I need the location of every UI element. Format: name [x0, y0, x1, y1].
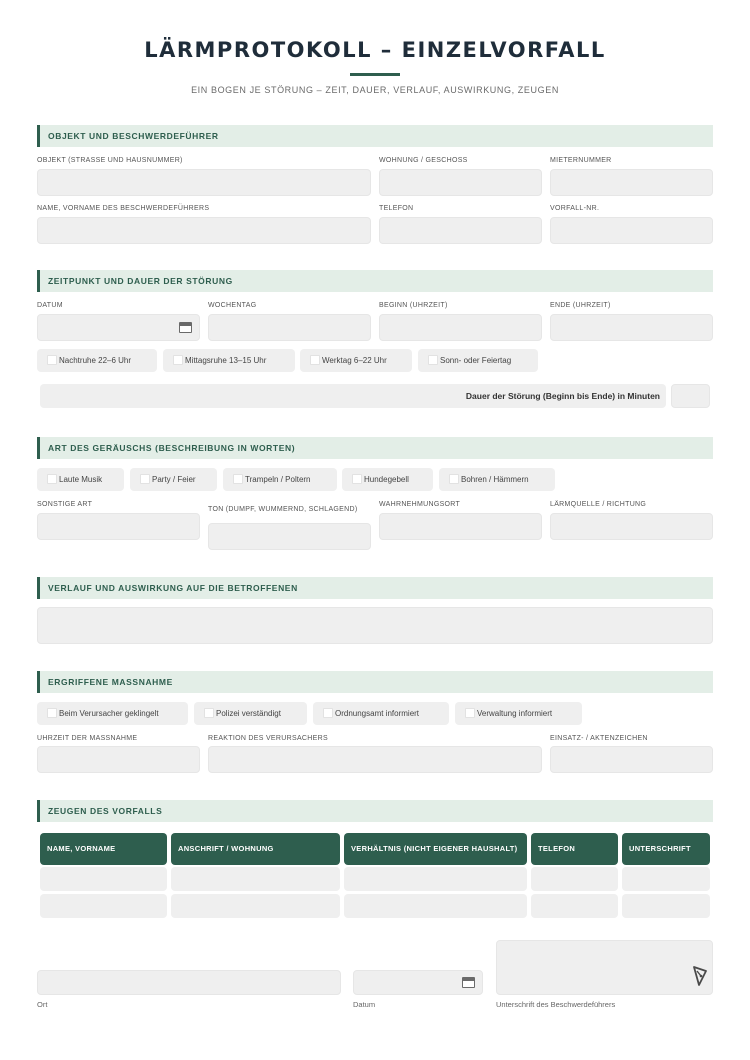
verlauf-field[interactable]	[37, 607, 713, 644]
reaktion-field[interactable]	[208, 746, 542, 773]
table-header-unterschrift: UNTERSCHRIFT	[622, 833, 710, 865]
vorfall-field[interactable]	[550, 217, 713, 244]
objekt-label: OBJEKT (STRASSE UND HAUSNUMMER)	[37, 157, 183, 164]
datum-footer-field[interactable]	[353, 970, 483, 995]
section-zeugen-header: ZEUGEN DES VORFALLS	[37, 800, 713, 822]
section-objekt-header: OBJEKT UND BESCHWERDEFÜHRER	[37, 125, 713, 147]
section-zeitpunkt-header: ZEITPUNKT UND DAUER DER STÖRUNG	[37, 270, 713, 292]
table-header-anschrift: ANSCHRIFT / WOHNUNG	[171, 833, 340, 865]
table-cell[interactable]	[171, 867, 340, 891]
wahrnehmungsort-label: WAHRNEHMUNGSORT	[379, 501, 461, 508]
calendar-icon[interactable]	[462, 977, 475, 988]
datum-caption: Datum	[353, 1000, 376, 1009]
beginn-field[interactable]	[379, 314, 542, 341]
checkbox-label: Verwaltung informiert	[477, 709, 553, 718]
checkbox-box[interactable]	[140, 474, 150, 484]
checkbox-box[interactable]	[323, 708, 333, 718]
checkbox-hundegebell[interactable]	[342, 468, 433, 491]
checkbox-box[interactable]	[204, 708, 214, 718]
checkbox-label: Sonn- oder Feiertag	[440, 356, 512, 365]
laermquelle-label: LÄRMQUELLE / RICHTUNG	[550, 501, 647, 508]
checkbox-box[interactable]	[233, 474, 243, 484]
checkbox-nachtruhe[interactable]	[37, 349, 157, 372]
checkbox-box[interactable]	[352, 474, 362, 484]
checkbox-label: Werktag 6–22 Uhr	[322, 356, 387, 365]
checkbox-feiertag[interactable]	[418, 349, 538, 372]
checkbox-label: Hundegebell	[364, 475, 409, 484]
checkbox-ordnungsamt[interactable]	[313, 702, 449, 725]
table-cell[interactable]	[344, 867, 527, 891]
laermquelle-field[interactable]	[550, 513, 713, 540]
datum-field[interactable]	[37, 314, 200, 341]
sonstige-field[interactable]	[37, 513, 200, 540]
table-cell[interactable]	[531, 867, 618, 891]
table-header-name: NAME, VORNAME	[40, 833, 167, 865]
checkbox-label: Laute Musik	[59, 475, 103, 484]
checkbox-box[interactable]	[47, 708, 57, 718]
checkbox-bohren[interactable]	[439, 468, 555, 491]
section-massnahme-header: ERGRIFFENE MASSNAHME	[37, 671, 713, 693]
objekt-field[interactable]	[37, 169, 371, 196]
checkbox-box[interactable]	[465, 708, 475, 718]
section-verlauf-header: VERLAUF UND AUSWIRKUNG AUF DIE BETROFFENEN	[37, 577, 713, 599]
dauer-field[interactable]	[671, 384, 710, 408]
checkbox-geklingelt[interactable]	[37, 702, 188, 725]
sonstige-label: SONSTIGE ART	[37, 501, 93, 508]
table-cell[interactable]	[531, 894, 618, 918]
checkbox-mittagsruhe[interactable]	[163, 349, 295, 372]
wohnung-field[interactable]	[379, 169, 542, 196]
form-title: LÄRMPROTOKOLL – EINZELVORFALL	[144, 38, 606, 62]
unterschrift-caption: Unterschrift des Beschwerdeführers	[496, 1000, 616, 1009]
ende-field[interactable]	[550, 314, 713, 341]
ton-field[interactable]	[208, 523, 371, 550]
section-geraeusch-header: ART DES GERÄUSCHS (BESCHREIBUNG IN WORTEN)	[37, 437, 713, 459]
checkbox-verwaltung[interactable]	[455, 702, 582, 725]
dauer-label: Dauer der Störung (Beginn bis Ende) in Minuten	[40, 384, 666, 408]
table-header-telefon: TELEFON	[531, 833, 618, 865]
checkbox-polizei[interactable]	[194, 702, 307, 725]
einsatz-field[interactable]	[550, 746, 713, 773]
telefon-label: TELEFON	[379, 205, 414, 212]
telefon-field[interactable]	[379, 217, 542, 244]
checkbox-label: Ordnungsamt informiert	[335, 709, 420, 718]
form-subtitle: EIN BOGEN JE STÖRUNG – ZEIT, DAUER, VERLAUF, AUSWIRKUNG, ZEUGEN	[191, 85, 559, 95]
wahrnehmungsort-field[interactable]	[379, 513, 542, 540]
checkbox-trampeln[interactable]	[223, 468, 337, 491]
ort-field[interactable]	[37, 970, 341, 995]
reaktion-label: REAKTION DES VERURSACHERS	[208, 735, 328, 742]
name-label: NAME, VORNAME DES BESCHWERDEFÜHRERS	[37, 205, 210, 212]
checkbox-label: Nachtruhe 22–6 Uhr	[59, 356, 132, 365]
uhrzeit-label: UHRZEIT DER MASSNAHME	[37, 735, 138, 742]
beginn-label: BEGINN (UHRZEIT)	[379, 302, 448, 309]
ort-caption: Ort	[37, 1000, 48, 1009]
checkbox-label: Trampeln / Poltern	[245, 475, 311, 484]
calendar-icon[interactable]	[179, 322, 192, 333]
checkbox-label: Beim Verursacher geklingelt	[59, 709, 159, 718]
table-cell[interactable]	[622, 894, 710, 918]
pen-nib-icon	[692, 965, 708, 987]
table-cell[interactable]	[171, 894, 340, 918]
uhrzeit-field[interactable]	[37, 746, 200, 773]
checkbox-party[interactable]	[130, 468, 217, 491]
wochentag-field[interactable]	[208, 314, 371, 341]
table-cell[interactable]	[344, 894, 527, 918]
checkbox-label: Party / Feier	[152, 475, 196, 484]
checkbox-label: Bohren / Hämmern	[461, 475, 529, 484]
mieternummer-label: MIETERNUMMER	[550, 157, 612, 164]
checkbox-label: Mittagsruhe 13–15 Uhr	[185, 356, 267, 365]
name-field[interactable]	[37, 217, 371, 244]
wohnung-label: WOHNUNG / GESCHOSS	[379, 157, 468, 164]
checkbox-werktag[interactable]	[300, 349, 412, 372]
wochentag-label: WOCHENTAG	[208, 302, 257, 309]
table-cell[interactable]	[40, 867, 167, 891]
mieternummer-field[interactable]	[550, 169, 713, 196]
ende-label: ENDE (UHRZEIT)	[550, 302, 611, 309]
checkbox-box[interactable]	[449, 474, 459, 484]
vorfall-label: VORFALL-NR.	[550, 205, 600, 212]
checkbox-box[interactable]	[173, 355, 183, 365]
checkbox-laute-musik[interactable]	[37, 468, 124, 491]
einsatz-label: EINSATZ- / AKTENZEICHEN	[550, 735, 648, 742]
table-cell[interactable]	[622, 867, 710, 891]
datum-label: DATUM	[37, 302, 63, 309]
checkbox-label: Polizei verständigt	[216, 709, 281, 718]
ton-label: TON (DUMPF, WUMMERND, SCHLAGEND)	[208, 506, 358, 513]
signature-field[interactable]	[496, 940, 713, 995]
table-header-verhaeltnis: VERHÄLTNIS (NICHT EIGENER HAUSHALT)	[344, 833, 527, 865]
checkbox-box[interactable]	[428, 355, 438, 365]
checkbox-box[interactable]	[47, 474, 57, 484]
checkbox-box[interactable]	[47, 355, 57, 365]
title-underline	[350, 73, 400, 76]
table-cell[interactable]	[40, 894, 167, 918]
checkbox-box[interactable]	[310, 355, 320, 365]
